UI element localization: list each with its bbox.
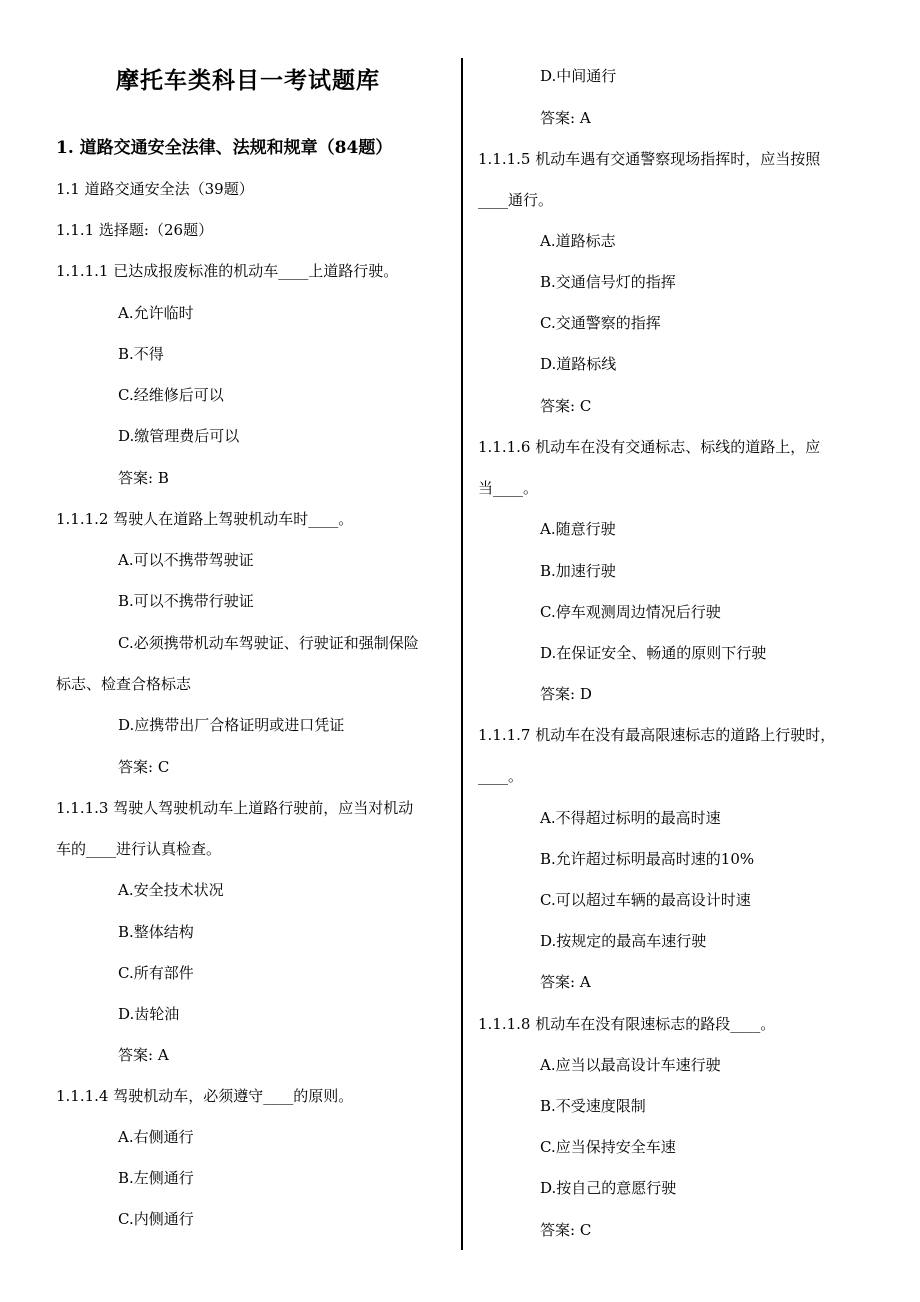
column-divider <box>461 58 463 1250</box>
answer: 答案: B <box>118 469 169 487</box>
option-d: D.中间通行 <box>540 67 617 85</box>
document-title: 摩托车类科目一考试题库 <box>116 67 380 94</box>
question-stem-continued: ____。 <box>478 767 524 785</box>
subsection-heading-1-1-1: 1.1.1 选择题:（26题） <box>56 221 214 239</box>
answer: 答案: A <box>540 973 591 991</box>
option-d: D.齿轮油 <box>118 1005 180 1023</box>
option-b: B.允许超过标明最高时速的10% <box>540 850 755 868</box>
option-b: B.交通信号灯的指挥 <box>540 273 676 291</box>
question-stem: 1.1.1.1 已达成报废标准的机动车____上道路行驶。 <box>56 262 399 280</box>
option-a: A.允许临时 <box>118 304 194 322</box>
answer: 答案: A <box>540 109 591 127</box>
option-a: A.可以不携带驾驶证 <box>118 551 254 569</box>
option-a: A.道路标志 <box>540 232 616 250</box>
option-b: B.左侧通行 <box>118 1169 194 1187</box>
option-a: A.安全技术状况 <box>118 881 224 899</box>
option-a: A.随意行驶 <box>540 520 616 538</box>
question-stem: 1.1.1.2 驾驶人在道路上驾驶机动车时____。 <box>56 510 354 528</box>
option-c: C.可以超过车辆的最高设计时速 <box>540 891 751 909</box>
option-b: B.整体结构 <box>118 923 194 941</box>
option-d: D.道路标线 <box>540 355 617 373</box>
option-c: C.停车观测周边情况后行驶 <box>540 603 721 621</box>
option-b: B.加速行驶 <box>540 562 616 580</box>
option-c: C.所有部件 <box>118 964 194 982</box>
answer: 答案: C <box>540 397 592 415</box>
option-d: D.按自己的意愿行驶 <box>540 1179 677 1197</box>
question-stem: 1.1.1.8 机动车在没有限速标志的路段____。 <box>478 1015 776 1033</box>
answer: 答案: C <box>118 758 170 776</box>
option-c: C.应当保持安全车速 <box>540 1138 676 1156</box>
option-c: C.必须携带机动车驾驶证、行驶证和强制保险 <box>118 634 419 652</box>
answer: 答案: C <box>540 1221 592 1239</box>
option-b: B.不受速度限制 <box>540 1097 646 1115</box>
question-stem-continued: ____通行。 <box>478 191 554 209</box>
option-c-continued: 标志、检查合格标志 <box>56 675 192 693</box>
option-a: A.右侧通行 <box>118 1128 194 1146</box>
question-stem: 1.1.1.3 驾驶人驾驶机动车上道路行驶前，应当对机动 <box>56 799 414 817</box>
option-c: C.内侧通行 <box>118 1210 194 1228</box>
answer: 答案: D <box>540 685 592 703</box>
question-stem: 1.1.1.4 驾驶机动车，必须遵守____的原则。 <box>56 1087 354 1105</box>
option-b: B.可以不携带行驶证 <box>118 592 254 610</box>
question-stem-continued: 车的____进行认真检查。 <box>56 840 222 858</box>
option-d: D.在保证安全、畅通的原则下行驶 <box>540 644 767 662</box>
question-stem: 1.1.1.7 机动车在没有最高限速标志的道路上行驶时， <box>478 726 836 744</box>
option-a: A.不得超过标明的最高时速 <box>540 809 721 827</box>
section-heading-1: 1. 道路交通安全法律、法规和规章（84题） <box>56 138 393 158</box>
answer: 答案: A <box>118 1046 169 1064</box>
question-stem: 1.1.1.6 机动车在没有交通标志、标线的道路上，应 <box>478 438 821 456</box>
option-c: C.经维修后可以 <box>118 386 224 404</box>
option-c: C.交通警察的指挥 <box>540 314 661 332</box>
option-d: D.缴管理费后可以 <box>118 427 240 445</box>
option-a: A.应当以最高设计车速行驶 <box>540 1056 721 1074</box>
question-stem: 1.1.1.5 机动车遇有交通警察现场指挥时，应当按照 <box>478 150 821 168</box>
option-d: D.应携带出厂合格证明或进口凭证 <box>118 716 345 734</box>
subsection-heading-1-1: 1.1 道路交通安全法（39题） <box>56 180 254 198</box>
question-stem-continued: 当____。 <box>478 479 539 497</box>
option-d: D.按规定的最高车速行驶 <box>540 932 707 950</box>
option-b: B.不得 <box>118 345 164 363</box>
